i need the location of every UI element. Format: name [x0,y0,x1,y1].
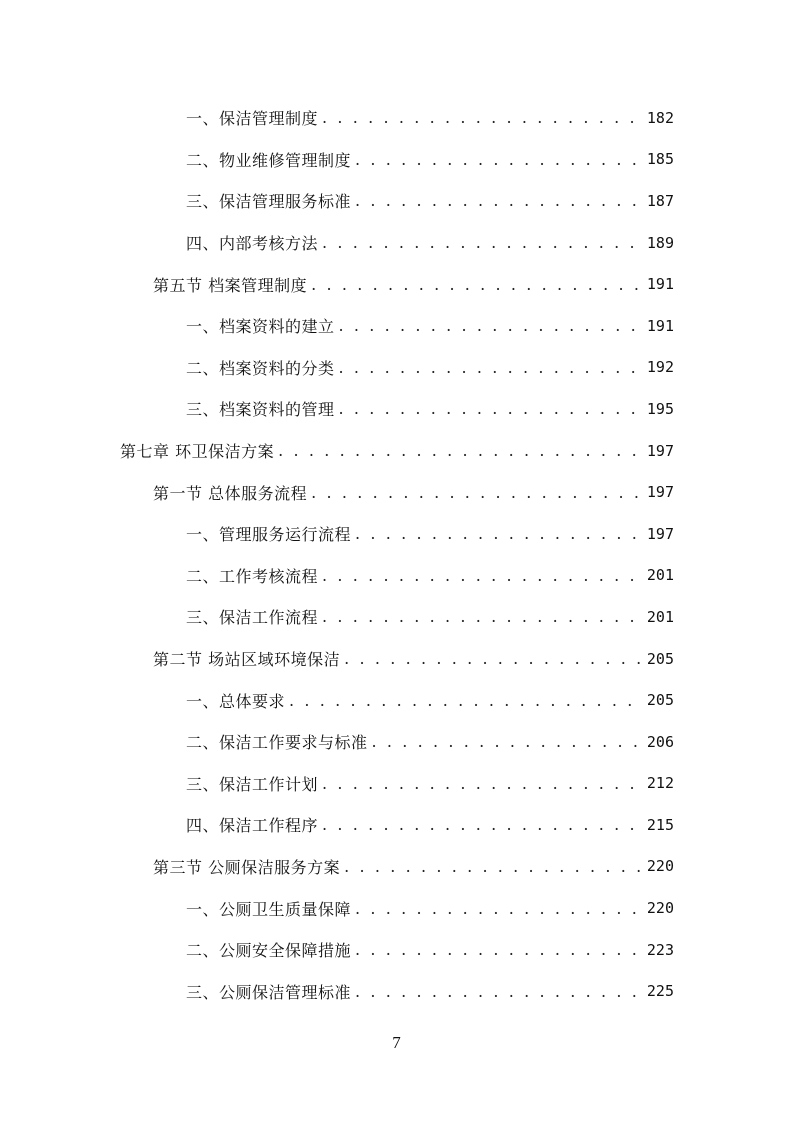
toc-dot-leader [372,732,642,751]
toc-entry-page-number: 189 [646,233,674,252]
toc-dot-leader [278,441,642,460]
toc-entry-page-number: 192 [646,358,674,377]
toc-entry-item[interactable] [186,555,674,597]
toc-entry-item[interactable] [186,929,674,971]
toc-entry-item[interactable] [186,222,674,264]
toc-entry-item[interactable] [186,513,674,555]
toc-dot-leader [344,649,642,668]
toc-entry-page-number: 191 [646,316,674,335]
toc-entry-item[interactable] [186,679,674,721]
toc-entry-title: 二、档案资料的分类 [186,358,335,378]
toc-dot-leader [355,982,642,1001]
toc-entry-page-number: 185 [646,150,674,169]
toc-entry-title: 一、保洁管理制度 [186,109,319,129]
toc-dot-leader [322,566,642,585]
toc-entry-page-number: 206 [646,732,674,751]
toc-entry-page-number: 220 [646,857,674,876]
toc-entry-title: 四、内部考核方法 [186,234,319,254]
toc-dot-leader [322,815,642,834]
toc-dot-leader [322,108,642,127]
toc-entry-page-number: 195 [646,399,674,418]
toc-dot-leader [339,358,642,377]
toc-entry-item[interactable] [186,180,674,222]
toc-entry-title: 三、保洁工作计划 [186,774,319,794]
toc-entry-page-number: 197 [646,524,674,543]
toc-dot-leader [322,607,642,626]
toc-dot-leader [355,191,642,210]
toc-entry-section[interactable] [153,846,674,888]
toc-entry-page-number: 187 [646,191,674,210]
toc-entry-item[interactable] [186,388,674,430]
toc-entry-page-number: 182 [646,108,674,127]
toc-dot-leader [339,316,642,335]
toc-entry-section[interactable] [153,638,674,680]
toc-entry-item[interactable] [186,596,674,638]
toc-entry-title: 二、物业维修管理制度 [186,150,352,170]
toc-dot-leader [311,275,642,294]
toc-entry-title: 第二节 场站区域环境保洁 [153,650,341,670]
page-number: 7 [392,1033,401,1052]
toc-entry-page-number: 201 [646,566,674,585]
toc-entry-title: 一、公厕卫生质量保障 [186,899,352,919]
toc-entry-page-number: 215 [646,815,674,834]
toc-entry-item[interactable] [186,887,674,929]
toc-entry-item[interactable] [186,804,674,846]
toc-entry-item[interactable] [186,970,674,1012]
toc-entry-page-number: 225 [646,982,674,1001]
toc-entry-page-number: 201 [646,607,674,626]
toc-entry-title: 三、公厕保洁管理标准 [186,982,352,1002]
toc-entry-section[interactable] [153,471,674,513]
toc-entry-section[interactable] [153,263,674,305]
toc-entry-title: 三、档案资料的管理 [186,400,335,420]
table-of-contents [0,97,793,1012]
toc-entry-title: 二、工作考核流程 [186,566,319,586]
toc-entry-item[interactable] [186,305,674,347]
toc-entry-title: 第七章 环卫保洁方案 [120,442,275,462]
toc-entry-page-number: 220 [646,899,674,918]
toc-entry-title: 一、管理服务运行流程 [186,525,352,545]
toc-entry-chapter[interactable] [120,430,674,472]
toc-entry-title: 第五节 档案管理制度 [153,275,308,295]
toc-dot-leader [339,399,642,418]
toc-dot-leader [355,899,642,918]
toc-entry-title: 四、保洁工作程序 [186,816,319,836]
toc-entry-title: 三、保洁管理服务标准 [186,192,352,212]
toc-entry-item[interactable] [186,347,674,389]
toc-entry-title: 三、保洁工作流程 [186,608,319,628]
toc-entry-page-number: 197 [646,441,674,460]
toc-entry-title: 第一节 总体服务流程 [153,483,308,503]
toc-entry-item[interactable] [186,97,674,139]
toc-entry-item[interactable] [186,721,674,763]
toc-dot-leader [355,940,642,959]
toc-entry-title: 二、公厕安全保障措施 [186,941,352,961]
toc-dot-leader [289,691,642,710]
toc-entry-item[interactable] [186,139,674,181]
toc-dot-leader [355,150,642,169]
toc-dot-leader [322,233,642,252]
toc-dot-leader [355,524,642,543]
toc-entry-title: 二、保洁工作要求与标准 [186,733,368,753]
toc-entry-page-number: 191 [646,275,674,294]
toc-entry-title: 一、档案资料的建立 [186,317,335,337]
toc-dot-leader [311,483,642,502]
toc-entry-title: 一、总体要求 [186,691,286,711]
toc-entry-page-number: 205 [646,649,674,668]
toc-dot-leader [322,774,642,793]
toc-entry-page-number: 205 [646,691,674,710]
toc-entry-page-number: 223 [646,940,674,959]
toc-dot-leader [344,857,642,876]
toc-entry-item[interactable] [186,763,674,805]
toc-entry-page-number: 197 [646,483,674,502]
toc-entry-title: 第三节 公厕保洁服务方案 [153,857,341,877]
toc-entry-page-number: 212 [646,774,674,793]
